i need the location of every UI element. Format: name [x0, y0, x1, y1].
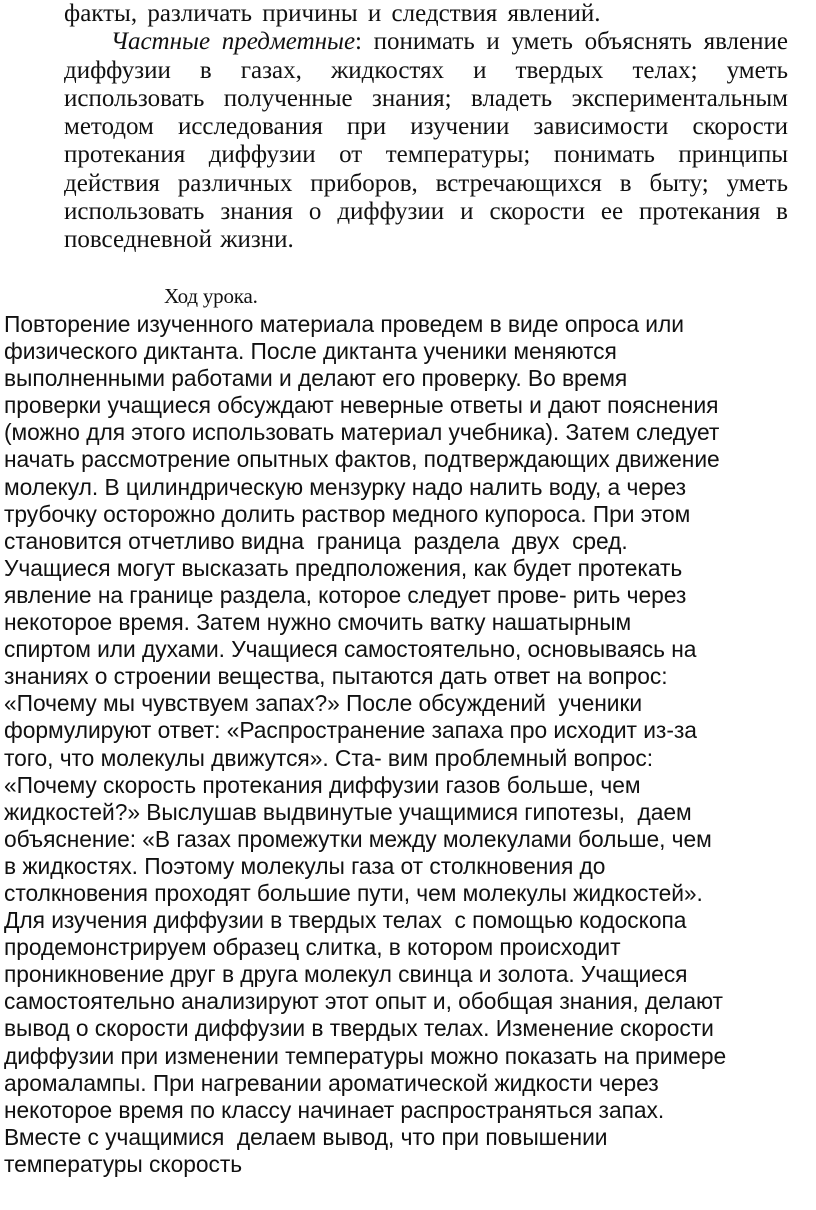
- body-line: объяснение: «В газах промежутки между молекулами больше, чем: [4, 825, 712, 852]
- body-line: столкновения проходят большие пути, чем молекулы жидкостей».: [4, 879, 703, 906]
- body-line: жидкостей?» Выслушав выдвинутые учащимися гипотезы, даем: [4, 798, 692, 825]
- body-line: вывод о скорости диффузии в твердых телах. Изменение скорости: [4, 1015, 714, 1042]
- subject-objectives-text: : понимать и уметь объяснять явление диффузии в газах, жидкостях и твердых телах; уметь использовать полученные знания; владеть экспериментальным методом исследования при изучении зависимости скорости протекания диффузии от температуры; понимать принципы действия различных приборов, встречающихся в быту; уметь использовать знания о диффузии и скорости ее протекания в повседневной жизни.: [64, 28, 788, 254]
- intro-line: факты, различать причины и следствия явлений.: [64, 0, 601, 27]
- body-line: проникновение друг в друга молекул свинца и золота. Учащиеся: [4, 961, 688, 988]
- body-line: знаниях о строении вещества, пытаются дать ответ на вопрос:: [4, 663, 668, 690]
- body-line: молекул. В цилиндрическую мензурку надо налить воду, а через: [4, 473, 687, 500]
- body-line: некоторое время. Затем нужно смочить ватку нашатырным: [4, 609, 632, 636]
- body-line: трубочку осторожно долить раствор медного купороса. При этом: [4, 500, 691, 527]
- body-line: явление на границе раздела, которое следует прове- рить через: [4, 581, 687, 608]
- body-line: диффузии при изменении температуры можно показать на примере: [4, 1042, 727, 1069]
- paragraph-indent: [64, 28, 111, 55]
- body-line: того, что молекулы движутся». Ста- вим проблемный вопрос:: [4, 744, 654, 771]
- body-line: в жидкостях. Поэтому молекулы газа от столкновения до: [4, 852, 606, 879]
- body-line: некоторое время по классу начинает распространяться запах.: [4, 1096, 665, 1123]
- body-line: (можно для этого использовать материал учебника). Затем следует: [4, 419, 720, 446]
- body-line: температуры скорость: [4, 1150, 243, 1177]
- body-line: проверки учащиеся обсуждают неверные ответы и дают пояснения: [4, 392, 719, 419]
- body-line: Повторение изученного материала проведем в виде опроса или: [4, 311, 684, 337]
- objectives-block: [64, 0, 788, 255]
- lesson-body: [4, 311, 810, 1178]
- body-line: продемонстрируем образец слитка, в котором происходит: [4, 934, 621, 961]
- subject-objectives-paragraph: [64, 28, 788, 254]
- body-line: выполненными работами и делают его проверку. Во время: [4, 365, 628, 392]
- body-line: Вместе с учащимися делаем вывод, что при повышении: [4, 1123, 608, 1150]
- body-line: Для изучения диффузии в твердых телах с помощью кодоскопа: [4, 907, 687, 934]
- subject-objectives-label: Частные предметные: [110, 28, 356, 56]
- body-line: становится отчетливо видна граница раздела двух сред.: [4, 527, 628, 554]
- body-line: физического диктанта. После диктанта ученики меняются: [4, 338, 617, 365]
- body-line: начать рассмотрение опытных фактов, подтверждающих движение: [4, 446, 720, 473]
- body-line: «Почему мы чувствуем запах?» После обсуждений ученики: [4, 690, 643, 717]
- body-line: аромалампы. При нагревании ароматической жидкости через: [4, 1069, 659, 1096]
- body-line: спиртом или духами. Учащиеся самостоятельно, основываясь на: [4, 636, 697, 663]
- body-line: «Почему скорость протекания диффузии газов больше, чем: [4, 771, 641, 798]
- body-line: самостоятельно анализируют этот опыт и, обобщая знания, делают: [4, 988, 723, 1015]
- body-line: Учащиеся могут высказать предположения, как будет протекать: [4, 554, 683, 581]
- lesson-heading: Ход урока.: [164, 284, 258, 308]
- body-line: формулируют ответ: «Распространение запаха про исходит из-за: [4, 717, 697, 744]
